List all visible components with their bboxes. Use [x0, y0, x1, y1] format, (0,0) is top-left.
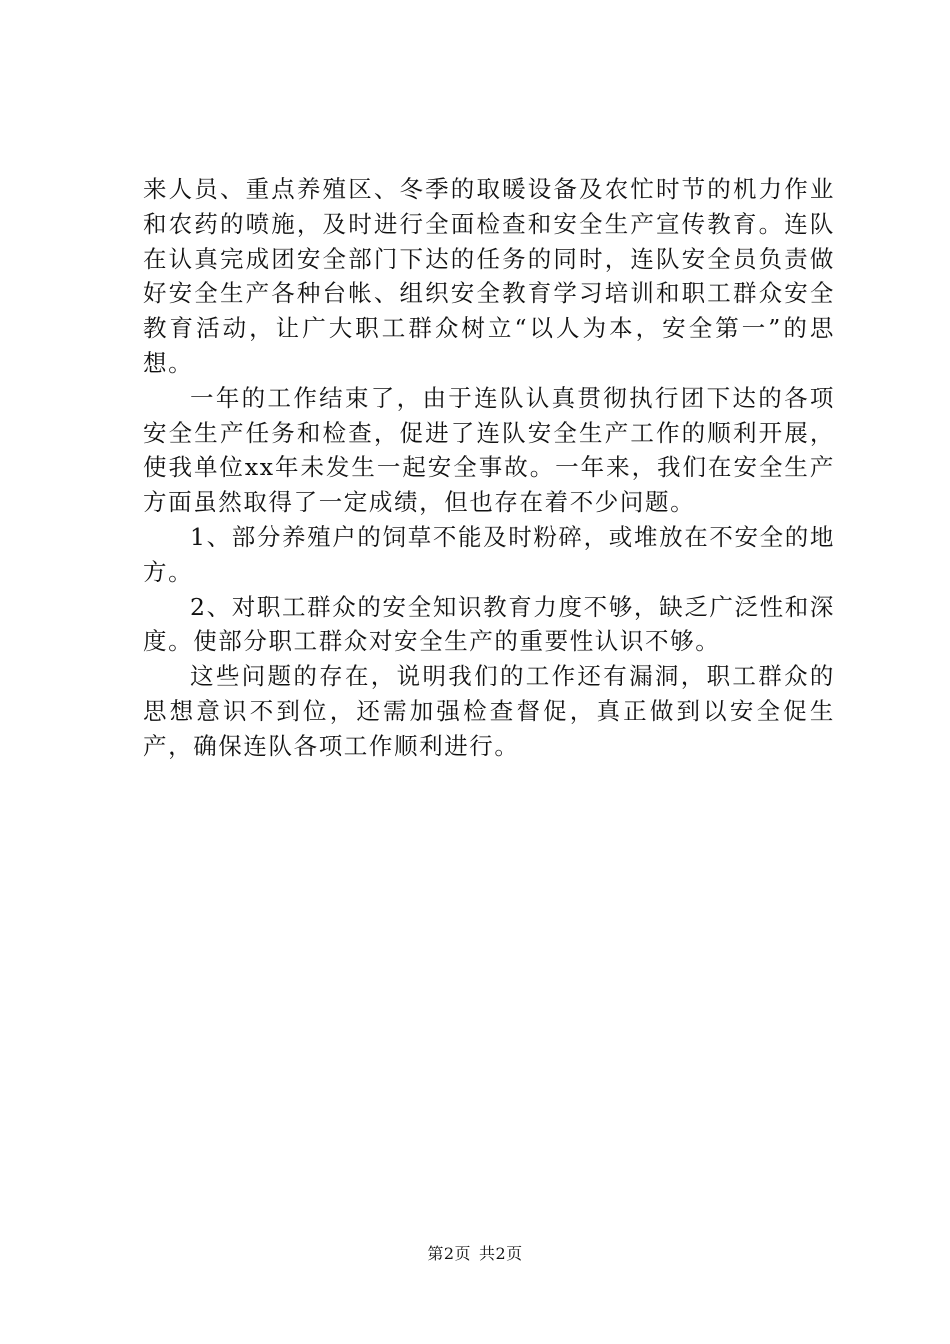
page-number-total: 共2页	[479, 1244, 523, 1263]
paragraph-issue-2: 2、对职工群众的安全知识教育力度不够，缺乏广泛性和深度。使部分职工群众对安全生产的重要性认识不够。	[143, 592, 835, 656]
paragraph-continuation: 来人员、重点养殖区、冬季的取暖设备及农忙时节的机力作业和农药的喷施，及时进行全面检查和安全生产宣传教育。连队在认真完成团安全部门下达的任务的同时，连队安全员负责做好安全生产各种台帐、组织安全教育学习培训和职工群众安全教育活动，让广大职工群众树立“以人为本，安全第一”的思想。	[143, 175, 835, 377]
page-footer	[0, 1244, 950, 1264]
paragraph-summary: 一年的工作结束了，由于连队认真贯彻执行团下达的各项安全生产任务和检查，促进了连队安全生产工作的顺利开展，使我单位xx年未发生一起安全事故。一年来，我们在安全生产方面虽然取得了一定成绩，但也存在着不少问题。	[143, 383, 835, 517]
document-body	[143, 172, 835, 764]
paragraph-conclusion: 这些问题的存在，说明我们的工作还有漏洞，职工群众的思想意识不到位，还需加强检查督促，真正做到以安全促生产，确保连队各项工作顺利进行。	[143, 662, 835, 760]
page-number-current: 第2页	[427, 1244, 471, 1263]
paragraph-issue-1: 1、部分养殖户的饲草不能及时粉碎，或堆放在不安全的地方。	[143, 522, 835, 586]
